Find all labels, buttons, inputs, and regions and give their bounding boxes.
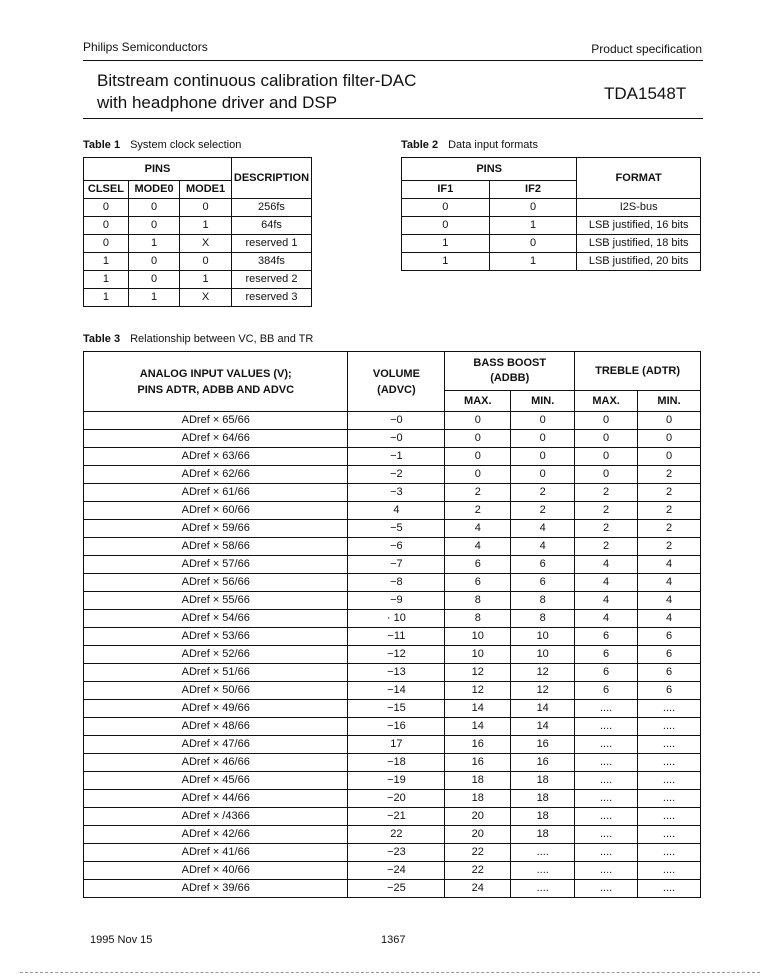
- table2-cell: 0: [402, 217, 490, 235]
- table-row: [84, 235, 312, 253]
- table-row: [402, 217, 701, 235]
- table3-cell: ADref × 57/66: [84, 556, 348, 574]
- table3-cell: 16: [445, 754, 511, 772]
- part-number: TDA1548T: [604, 84, 687, 103]
- table3-cell: 4: [638, 556, 701, 574]
- table3-treble-max: MAX.: [575, 391, 638, 412]
- table3-cell: −13: [348, 664, 445, 682]
- table1-cell: X: [180, 289, 232, 307]
- table-row: [84, 520, 701, 538]
- table-row: [84, 844, 701, 862]
- table3-cell: 8: [511, 592, 575, 610]
- table2-col-if2: IF2: [489, 181, 577, 199]
- table3-cell: −5: [348, 520, 445, 538]
- table3-cell: ....: [575, 700, 638, 718]
- table3-cell: 16: [445, 736, 511, 754]
- table1-cell: 1: [180, 217, 232, 235]
- table3-cell: 6: [638, 628, 701, 646]
- table3-col-treble: TREBLE (ADTR): [575, 352, 701, 391]
- table3-cell: ADref × 61/66: [84, 484, 348, 502]
- table3-cell: 2: [638, 484, 701, 502]
- table3-cell: 10: [511, 628, 575, 646]
- header-rule: [83, 60, 703, 61]
- table-row: [84, 289, 312, 307]
- table3-cell: 2: [575, 484, 638, 502]
- table2-col-if1: IF1: [402, 181, 490, 199]
- table3-cell: ADref × 41/66: [84, 844, 348, 862]
- table3-caption: [83, 333, 313, 345]
- document-title: [97, 70, 416, 114]
- table3-cell: 22: [445, 862, 511, 880]
- table3-cell: −16: [348, 718, 445, 736]
- table3-cell: 22: [348, 826, 445, 844]
- table3-col-volume-line1: VOLUME: [372, 367, 420, 380]
- table-row: [84, 736, 701, 754]
- table3-bass-min: MIN.: [511, 391, 575, 412]
- table3-cell: ADref × 40/66: [84, 862, 348, 880]
- table3-treble-min: MIN.: [638, 391, 701, 412]
- table3-cell: −25: [348, 880, 445, 898]
- table3-cell: 4: [511, 538, 575, 556]
- table-row: [84, 271, 312, 289]
- table3-cell: 18: [445, 790, 511, 808]
- table3-cell: 0: [445, 448, 511, 466]
- table3-cell: −3: [348, 484, 445, 502]
- table3-col-bass-line1: BASS BOOST: [473, 357, 547, 369]
- table3-cell: −0: [348, 430, 445, 448]
- table3-cell: ....: [575, 862, 638, 880]
- table3-cell: 10: [511, 646, 575, 664]
- table3-cell: 14: [511, 700, 575, 718]
- table1-cell: reserved 3: [231, 289, 311, 307]
- table3-cell: 4: [638, 574, 701, 592]
- table3-cell: 0: [511, 412, 575, 430]
- table3-cell: ....: [575, 880, 638, 898]
- table3-bass-max: MAX.: [445, 391, 511, 412]
- table3-cell: 6: [638, 646, 701, 664]
- table3-cell: ADref × 48/66: [84, 718, 348, 736]
- table3-cell: 2: [638, 466, 701, 484]
- table3-cell: ....: [638, 880, 701, 898]
- table3-cell: −21: [348, 808, 445, 826]
- footer-date: 1995 Nov 15: [90, 934, 153, 946]
- table3-cell: 0: [638, 430, 701, 448]
- title-line-1: Bitstream continuous calibration filter-DAC: [97, 71, 417, 90]
- table3-cell: 0: [445, 412, 511, 430]
- table-row: [84, 646, 701, 664]
- table1-cell: 1: [84, 289, 129, 307]
- table3-cell: 2: [445, 502, 511, 520]
- table2-cell: 1: [489, 253, 577, 271]
- table3-cell: ....: [575, 826, 638, 844]
- vc-bb-tr-relationship-table: [83, 351, 701, 898]
- company-name: Philips Semiconductors: [83, 40, 208, 54]
- table-row: [84, 430, 701, 448]
- table-row: [84, 466, 701, 484]
- table3-cell: 2: [638, 520, 701, 538]
- table1-caption-number: Table 1: [83, 139, 121, 151]
- table3-cell: ADref × 56/66: [84, 574, 348, 592]
- table3-cell: ADref × 42/66: [84, 826, 348, 844]
- table2-cell: 0: [489, 235, 577, 253]
- table3-cell: ADref × 47/66: [84, 736, 348, 754]
- table-row: [84, 502, 701, 520]
- table1-cell: 0: [84, 235, 129, 253]
- table1-col-mode1: MODE1: [180, 181, 232, 199]
- table2-cell: 0: [489, 199, 577, 217]
- table1-cell: 0: [128, 253, 179, 271]
- table3-cell: 4: [445, 520, 511, 538]
- table3-cell: −23: [348, 844, 445, 862]
- table3-cell: 6: [445, 556, 511, 574]
- table3-cell: 12: [511, 682, 575, 700]
- table-row: [84, 448, 701, 466]
- table3-cell: 18: [511, 826, 575, 844]
- table-row: [84, 880, 701, 898]
- table-row: [84, 826, 701, 844]
- table3-cell: ADref × 53/66: [84, 628, 348, 646]
- table3-cell: −19: [348, 772, 445, 790]
- table-row: [84, 628, 701, 646]
- table3-cell: −12: [348, 646, 445, 664]
- table-row: [84, 772, 701, 790]
- title-line-2: with headphone driver and DSP: [97, 93, 338, 112]
- table3-col-bass-line2: (ADBB): [490, 372, 530, 384]
- table3-cell: 2: [445, 484, 511, 502]
- table3-cell: 4: [638, 610, 701, 628]
- table3-cell: 14: [445, 718, 511, 736]
- page-bottom-edge: [20, 972, 760, 973]
- table1-cell: reserved 2: [231, 271, 311, 289]
- table-row: [84, 217, 312, 235]
- table3-cell: 8: [445, 610, 511, 628]
- table3-cell: 0: [445, 466, 511, 484]
- table2-cell: I2S-bus: [577, 199, 701, 217]
- table2-pins-header: PINS: [402, 158, 577, 181]
- table-row: [402, 199, 701, 217]
- table3-cell: 6: [575, 628, 638, 646]
- table2-cell: 1: [402, 253, 490, 271]
- table3-cell: 2: [638, 502, 701, 520]
- table1-cell: 1: [84, 271, 129, 289]
- table3-cell: 18: [445, 772, 511, 790]
- table3-cell: ....: [638, 862, 701, 880]
- table3-cell: ....: [575, 790, 638, 808]
- table3-cell: 4: [575, 592, 638, 610]
- table3-cell: 14: [511, 718, 575, 736]
- table3-cell: 2: [511, 502, 575, 520]
- table2-cell: LSB justified, 16 bits: [577, 217, 701, 235]
- table1-col-clsel: CLSEL: [84, 181, 129, 199]
- table3-cell: ....: [511, 844, 575, 862]
- table3-col-input-line1: ANALOG INPUT VALUES (V);: [139, 367, 292, 380]
- table3-cell: ADref × 49/66: [84, 700, 348, 718]
- table3-cell: 6: [575, 682, 638, 700]
- table1-cell: 1: [84, 253, 129, 271]
- table3-cell: ADref × /4366: [84, 808, 348, 826]
- table-row: [84, 664, 701, 682]
- table3-cell: 4: [445, 538, 511, 556]
- table3-cell: −8: [348, 574, 445, 592]
- table1-cell: 1: [128, 235, 179, 253]
- table2-cell: 0: [402, 199, 490, 217]
- table3-cell: ....: [638, 808, 701, 826]
- table3-cell: · 10: [348, 610, 445, 628]
- table3-cell: ADref × 58/66: [84, 538, 348, 556]
- table3-cell: ....: [511, 862, 575, 880]
- table-row: [84, 862, 701, 880]
- table3-cell: −6: [348, 538, 445, 556]
- table1-cell: reserved 1: [231, 235, 311, 253]
- table3-cell: −20: [348, 790, 445, 808]
- table3-cell: 6: [445, 574, 511, 592]
- table3-caption-number: Table 3: [83, 333, 121, 345]
- table3-cell: 18: [511, 808, 575, 826]
- table3-cell: 24: [445, 880, 511, 898]
- table1-cell: 0: [180, 199, 232, 217]
- table3-cell: −9: [348, 592, 445, 610]
- table3-cell: 17: [348, 736, 445, 754]
- table3-cell: 6: [638, 664, 701, 682]
- table3-cell: ....: [575, 772, 638, 790]
- table3-cell: ADref × 65/66: [84, 412, 348, 430]
- table3-cell: 8: [511, 610, 575, 628]
- table3-cell: 0: [575, 430, 638, 448]
- table1-cell: 1: [128, 289, 179, 307]
- table-row: [402, 235, 701, 253]
- table1-cell: 0: [128, 217, 179, 235]
- table3-cell: ....: [638, 772, 701, 790]
- table3-cell: −18: [348, 754, 445, 772]
- table3-cell: 14: [445, 700, 511, 718]
- table3-cell: ....: [575, 736, 638, 754]
- table3-cell: ADref × 63/66: [84, 448, 348, 466]
- table3-cell: 0: [638, 448, 701, 466]
- table3-cell: ADref × 55/66: [84, 592, 348, 610]
- table3-cell: 4: [575, 574, 638, 592]
- table3-cell: 0: [638, 412, 701, 430]
- table3-cell: 0: [511, 430, 575, 448]
- table-row: [84, 199, 312, 217]
- table1-cell: X: [180, 235, 232, 253]
- table1-cell: 0: [180, 253, 232, 271]
- table-row: [84, 808, 701, 826]
- table3-col-input-line2: PINS ADTR, ADBB AND ADVC: [137, 383, 295, 396]
- table1-cell: 384fs: [231, 253, 311, 271]
- table-row: [84, 700, 701, 718]
- table-row: [84, 790, 701, 808]
- table2-cell: LSB justified, 20 bits: [577, 253, 701, 271]
- system-clock-table: [83, 157, 312, 307]
- table1-cell: 0: [84, 199, 129, 217]
- table3-cell: 4: [575, 610, 638, 628]
- table1-cell: 0: [128, 271, 179, 289]
- table-row: [84, 412, 701, 430]
- table1-cell: 0: [128, 199, 179, 217]
- table3-cell: ADref × 45/66: [84, 772, 348, 790]
- table3-col-volume: [348, 352, 445, 412]
- table-row: [84, 718, 701, 736]
- table3-cell: 2: [638, 538, 701, 556]
- table2-caption-text: Data input formats: [448, 139, 538, 151]
- table3-cell: 0: [575, 412, 638, 430]
- table3-cell: 2: [575, 538, 638, 556]
- table-row: [84, 253, 312, 271]
- table3-col-bass-boost: [445, 352, 575, 391]
- table3-cell: −15: [348, 700, 445, 718]
- table3-cell: ....: [638, 844, 701, 862]
- table3-cell: ....: [638, 826, 701, 844]
- table3-cell: 2: [575, 520, 638, 538]
- table-row: [84, 754, 701, 772]
- table2-cell: 1: [402, 235, 490, 253]
- table1-caption: [83, 139, 241, 151]
- table3-cell: ....: [638, 718, 701, 736]
- table3-cell: 6: [575, 664, 638, 682]
- table3-cell: ....: [638, 790, 701, 808]
- table3-cell: 6: [511, 556, 575, 574]
- table3-cell: ....: [638, 754, 701, 772]
- table3-caption-text: Relationship between VC, BB and TR: [130, 333, 314, 345]
- table-row: [84, 484, 701, 502]
- table3-cell: −7: [348, 556, 445, 574]
- table3-cell: −0: [348, 412, 445, 430]
- table3-cell: ADref × 59/66: [84, 520, 348, 538]
- table3-cell: 0: [575, 448, 638, 466]
- table3-cell: 0: [575, 466, 638, 484]
- table3-cell: 4: [511, 520, 575, 538]
- table3-cell: 10: [445, 646, 511, 664]
- table3-cell: ADref × 46/66: [84, 754, 348, 772]
- data-input-formats-table: [401, 157, 701, 271]
- table3-cell: ADref × 44/66: [84, 790, 348, 808]
- table3-cell: ....: [575, 808, 638, 826]
- table3-cell: ADref × 62/66: [84, 466, 348, 484]
- table3-col-volume-line2: (ADVC): [377, 383, 416, 396]
- table3-cell: 12: [445, 664, 511, 682]
- table3-cell: ADref × 50/66: [84, 682, 348, 700]
- title-rule: [83, 118, 703, 119]
- table1-col-description: DESCRIPTION: [231, 158, 311, 199]
- table3-cell: ADref × 52/66: [84, 646, 348, 664]
- table3-cell: ADref × 64/66: [84, 430, 348, 448]
- table3-cell: 6: [638, 682, 701, 700]
- table2-col-format: FORMAT: [577, 158, 701, 199]
- table3-cell: 18: [511, 790, 575, 808]
- table3-cell: 22: [445, 844, 511, 862]
- table3-cell: 6: [575, 646, 638, 664]
- table3-cell: −2: [348, 466, 445, 484]
- table1-cell: 1: [180, 271, 232, 289]
- table3-cell: 4: [348, 502, 445, 520]
- table3-cell: ADref × 54/66: [84, 610, 348, 628]
- table3-cell: ....: [575, 844, 638, 862]
- table-row: [84, 538, 701, 556]
- table-row: [84, 556, 701, 574]
- table1-cell: 0: [84, 217, 129, 235]
- table3-cell: ADref × 51/66: [84, 664, 348, 682]
- table2-cell: 1: [489, 217, 577, 235]
- table3-cell: 0: [511, 466, 575, 484]
- table3-cell: 20: [445, 826, 511, 844]
- table3-cell: ADref × 60/66: [84, 502, 348, 520]
- table3-cell: 18: [511, 772, 575, 790]
- table3-cell: ADref × 39/66: [84, 880, 348, 898]
- table3-cell: 2: [511, 484, 575, 502]
- table3-cell: ....: [511, 880, 575, 898]
- table2-caption: [401, 139, 538, 151]
- document-type: Product specification: [591, 42, 702, 56]
- table3-cell: ....: [575, 718, 638, 736]
- table3-cell: 16: [511, 736, 575, 754]
- table3-cell: 10: [445, 628, 511, 646]
- table-row: [84, 592, 701, 610]
- table3-cell: 12: [511, 664, 575, 682]
- table3-cell: ....: [575, 754, 638, 772]
- table2-cell: LSB justified, 18 bits: [577, 235, 701, 253]
- table3-cell: ....: [638, 736, 701, 754]
- table3-cell: 2: [575, 502, 638, 520]
- table3-cell: 4: [638, 592, 701, 610]
- table3-cell: −11: [348, 628, 445, 646]
- table1-cell: 256fs: [231, 199, 311, 217]
- table1-col-mode0: MODE0: [128, 181, 179, 199]
- table3-cell: 16: [511, 754, 575, 772]
- footer-page-number: 1367: [381, 934, 406, 946]
- table3-cell: −1: [348, 448, 445, 466]
- table3-cell: 0: [445, 430, 511, 448]
- table3-cell: 8: [445, 592, 511, 610]
- table3-cell: −24: [348, 862, 445, 880]
- table1-caption-text: System clock selection: [130, 139, 242, 151]
- table3-cell: 0: [511, 448, 575, 466]
- table1-pins-header: PINS: [84, 158, 232, 181]
- table3-cell: ....: [638, 700, 701, 718]
- table-row: [402, 253, 701, 271]
- table-row: [84, 610, 701, 628]
- table1-cell: 64fs: [231, 217, 311, 235]
- table3-col-input: [84, 352, 348, 412]
- table3-cell: −14: [348, 682, 445, 700]
- table3-cell: 20: [445, 808, 511, 826]
- table3-cell: 6: [511, 574, 575, 592]
- table3-cell: 4: [575, 556, 638, 574]
- table3-cell: 12: [445, 682, 511, 700]
- table-row: [84, 682, 701, 700]
- table-row: [84, 574, 701, 592]
- table2-caption-number: Table 2: [401, 139, 439, 151]
